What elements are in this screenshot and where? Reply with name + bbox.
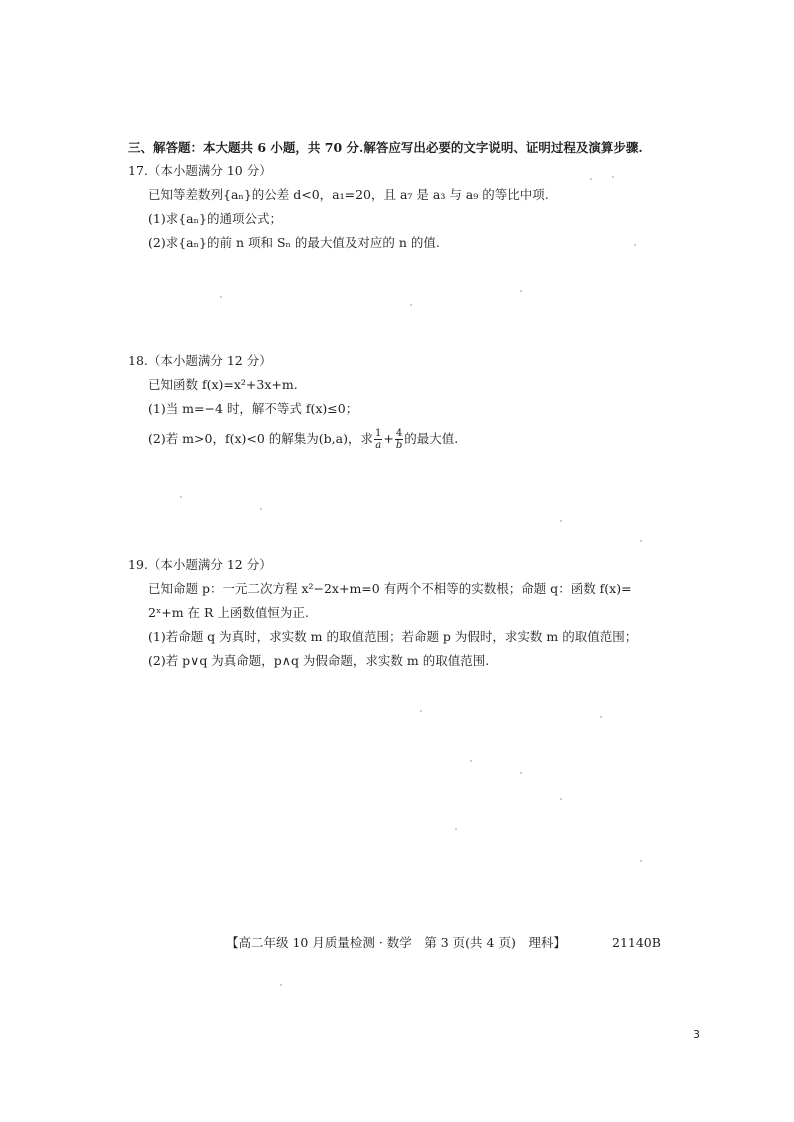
q18-part2 xyxy=(148,428,458,451)
q19-stem-line2: 2ˣ+m 在 R 上函数值恒为正. xyxy=(148,605,309,620)
page-number: 3 xyxy=(693,1028,700,1041)
q17-part2: (2)求{aₙ}的前 n 项和 Sₙ 的最大值及对应的 n 的值. xyxy=(148,235,440,250)
fraction-one-over-a xyxy=(374,428,382,451)
q18-part1: (1)当 m=−4 时，解不等式 f(x)≤0； xyxy=(148,401,359,416)
q17-part1: (1)求{aₙ}的通项公式； xyxy=(148,211,282,226)
fraction-four-over-b xyxy=(395,428,403,451)
q18-stem: 已知函数 f(x)=x²+3x+m. xyxy=(148,377,298,392)
frac2-numerator: 4 xyxy=(395,428,403,439)
plus-sign: + xyxy=(383,431,394,446)
q19-part2: (2)若 p∨q 为真命题，p∧q 为假命题，求实数 m 的取值范围. xyxy=(148,653,490,668)
frac2-denominator: b xyxy=(395,440,403,451)
q18-part2-pre: (2)若 m>0，f(x)<0 的解集为(b,a)，求 xyxy=(148,431,373,446)
q17-title: 17.（本小题满分 10 分） xyxy=(128,163,272,178)
q17-stem: 已知等差数列{aₙ}的公差 d<0，a₁=20，且 a₇ 是 a₃ 与 a₉ 的等比中项. xyxy=(148,187,549,202)
footer-label: 【高二年级 10 月质量检测 · 数学 第 3 页(共 4 页) 理科】 xyxy=(226,935,566,950)
q18-part2-post: 的最大值. xyxy=(404,431,459,446)
q19-title: 19.（本小题满分 12 分） xyxy=(128,557,272,572)
q18-title: 18.（本小题满分 12 分） xyxy=(128,353,272,368)
section-header: 三、解答题：本大题共 6 小题，共 70 分.解答应写出必要的文字说明、证明过程及演算步骤. xyxy=(128,140,643,155)
q19-part1: (1)若命题 q 为真时，求实数 m 的取值范围；若命题 p 为假时，求实数 m 的取值范围； xyxy=(148,629,638,644)
frac1-numerator: 1 xyxy=(374,428,382,439)
q19-stem-line1: 已知命题 p：一元二次方程 x²−2x+m=0 有两个不相等的实数根；命题 q：函数 f(x)= xyxy=(148,581,632,596)
footer-code: 21140B xyxy=(612,935,661,950)
frac1-denominator: a xyxy=(375,440,382,451)
